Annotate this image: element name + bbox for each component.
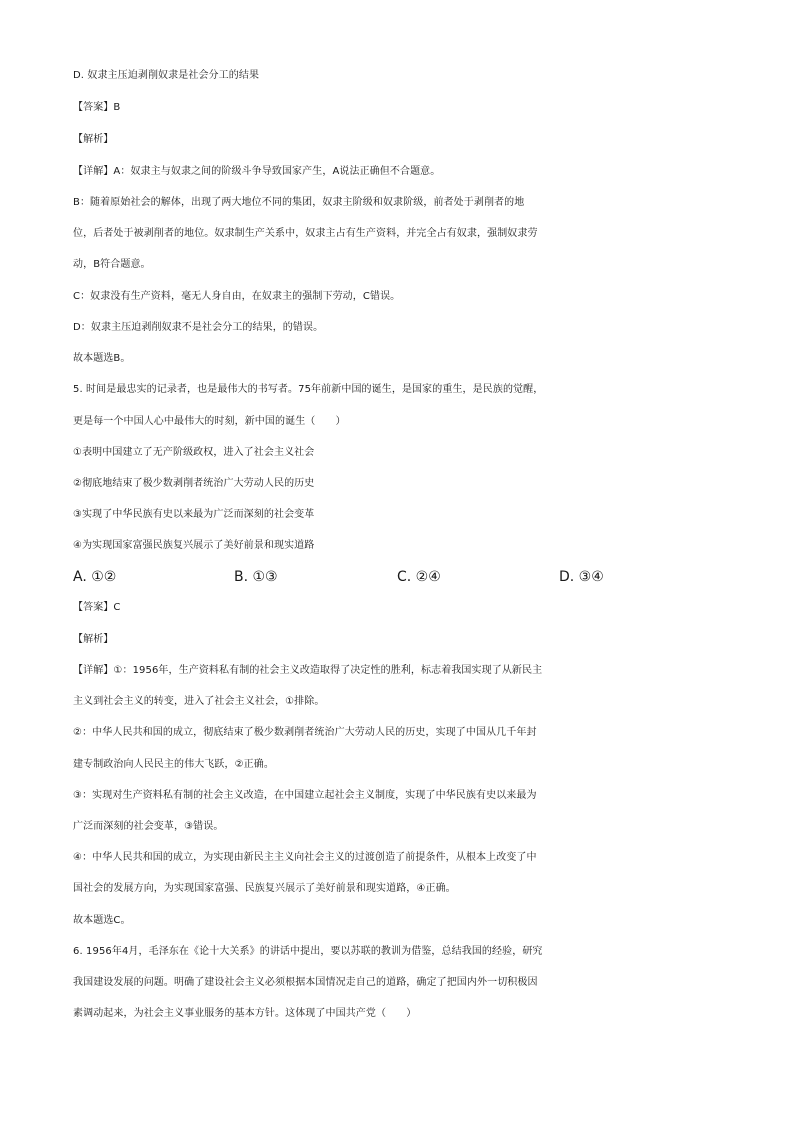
- explanation-line: ②：中华人民共和国的成立，彻底结束了极少数剥削者统治广大劳动人民的历史，实现了中国从几千年封: [73, 727, 537, 738]
- question-6-stem: 素调动起来，为社会主义事业服务的基本方针。这体现了中国共产党（ ）: [73, 1008, 417, 1019]
- explanation-line: 位，后者处于被剥削者的地位。奴隶制生产关系中，奴隶主占有生产资料，并完全占有奴隶，强制奴隶劳: [73, 228, 538, 239]
- question-6-stem: 我国建设发展的问题。明确了建设社会主义必须根据本国情况走自己的道路，确定了把国内外一切积极因: [73, 977, 538, 988]
- explanation-line: 【详解】A：奴隶主与奴隶之间的阶级斗争导致国家产生，A说法正确但不合题意。: [73, 166, 441, 177]
- option-a: A. ①②: [73, 569, 117, 585]
- option-d-text: D. 奴隶主压迫剥削奴隶是社会分工的结果: [73, 70, 260, 81]
- answer-options: [73, 568, 733, 586]
- explanation-line: C：奴隶没有生产资料，毫无人身自由，在奴隶主的强制下劳动，C错误。: [73, 291, 401, 302]
- explanation-line: B：随着原始社会的解体，出现了两大地位不同的集团，奴隶主阶级和奴隶阶级，前者处于剥削者的地: [73, 197, 525, 208]
- statement-item: ③实现了中华民族有史以来最为广泛而深刻的社会变革: [73, 509, 315, 520]
- conclusion-line: 故本题选C。: [73, 915, 131, 926]
- question-5-stem: 更是每一个中国人心中最伟大的时刻，新中国的诞生（ ）: [73, 416, 346, 427]
- explanation-line: 国社会的发展方向，为实现国家富强、民族复兴展示了美好前景和现实道路，④正确。: [73, 883, 456, 894]
- question-5-stem: 5. 时间是最忠实的记录者，也是最伟大的书写者。75年前新中国的诞生，是国家的重生，是民族的觉醒，: [73, 384, 544, 395]
- conclusion-line: 故本题选B。: [73, 353, 131, 364]
- statement-item: ①表明中国建立了无产阶级政权，进入了社会主义社会: [73, 447, 315, 458]
- answer-label: 【答案】C: [73, 602, 121, 613]
- option-b: B. ①③: [234, 569, 278, 585]
- explanation-line: 主义到社会主义的转变，进入了社会主义社会，①排除。: [73, 696, 325, 707]
- explanation-line: 建专制政治向人民民主的伟大飞跃，②正确。: [73, 759, 274, 770]
- analysis-label: 【解析】: [73, 634, 114, 645]
- explanation-line: 【详解】①：1956年，生产资料私有制的社会主义改造取得了决定性的胜利，标志着我国实现了从新民主: [73, 665, 543, 676]
- option-d: D. ③④: [559, 569, 604, 585]
- question-6-stem: 6. 1956年4月，毛泽东在《论十大关系》的讲话中提出，要以苏联的教训为借鉴，总结我国的经验，研究: [73, 946, 543, 957]
- explanation-line: D：奴隶主压迫剥削奴隶不是社会分工的结果，的错误。: [73, 322, 324, 333]
- analysis-label: 【解析】: [73, 134, 114, 145]
- answer-label: 【答案】B: [73, 102, 121, 113]
- explanation-line: ④：中华人民共和国的成立，为实现由新民主主义向社会主义的过渡创造了前提条件，从根本上改变了中: [73, 852, 537, 863]
- explanation-line: 广泛而深刻的社会变革，③错误。: [73, 821, 224, 832]
- statement-item: ②彻底地结束了极少数剥削者统治广大劳动人民的历史: [73, 478, 315, 489]
- statement-item: ④为实现国家富强民族复兴展示了美好前景和现实道路: [73, 540, 315, 551]
- option-c: C. ②④: [397, 569, 441, 585]
- explanation-line: ③：实现对生产资料私有制的社会主义改造，在中国建立起社会主义制度，实现了中华民族有史以来最为: [73, 790, 537, 801]
- explanation-line: 动，B符合题意。: [73, 259, 151, 270]
